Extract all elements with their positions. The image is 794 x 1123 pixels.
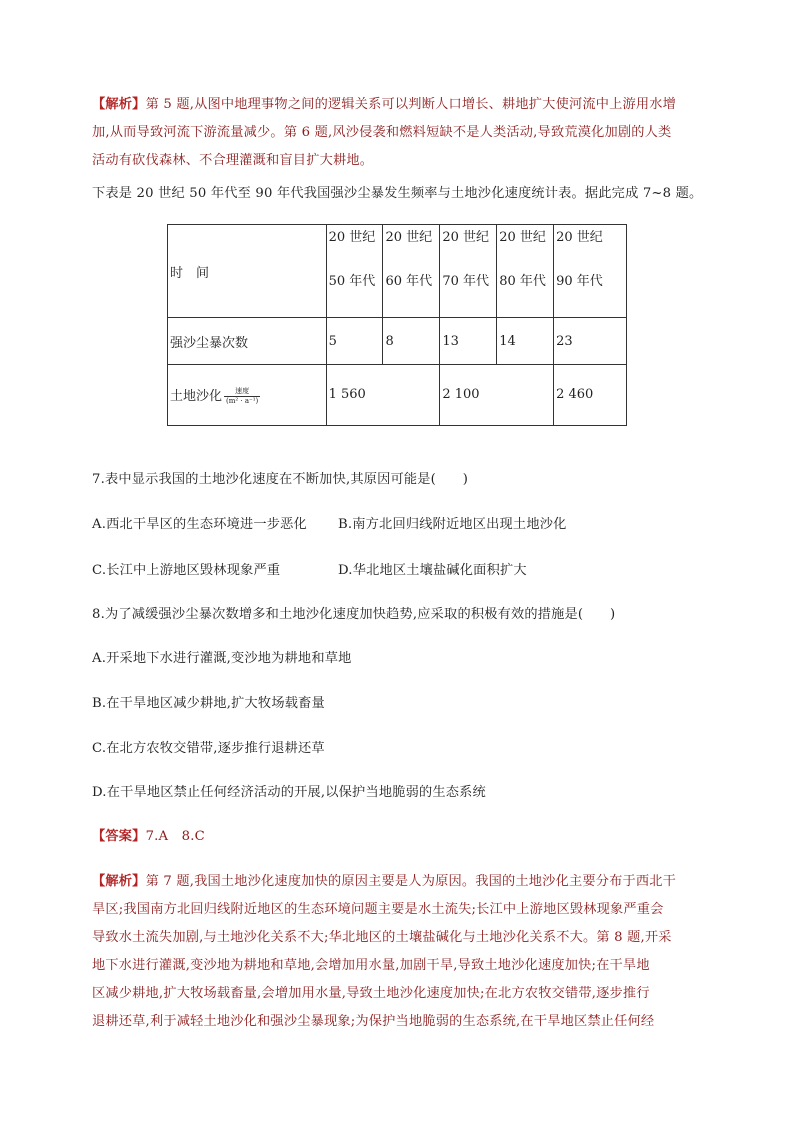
analysis-line: 第 7 题,我国土地沙化速度加快的原因主要是人为原因。我国的土地沙化主要分布于西北干 [145,874,677,889]
q7-option-b: B.南方北回归线附近地区出现土地沙化 [338,517,567,532]
q8-option-b: B.在干旱地区减少耕地,扩大牧场载畜量 [92,696,325,711]
era-cell: 20 世纪 60 年代 [383,225,440,318]
statistics-table [167,224,627,426]
era-cell: 20 世纪 50 年代 [326,225,383,318]
unit-fraction: $\frac{\text{速度}}{\text{(m² · a⁻¹)}}$ [226,386,259,405]
table-header-row [168,225,627,318]
q7-option-a: A.西北干旱区的生态环境进一步恶化 [92,517,307,532]
answer-block [92,823,712,851]
analysis-line: 第 5 题,从图中地理事物之间的逻辑关系可以判断人口增长、耕地扩大使河流中上游用水增 [145,97,677,112]
analysis-5-6 [92,91,712,175]
analysis-line: 区减少耕地,扩大牧场载畜量,会增加用水量,导致土地沙化速度加快;在北方农牧交错带,逐步推行 [92,986,650,1001]
era-cell: 20 世纪 70 年代 [440,225,497,318]
analysis-line: 导致水土流失加剧,与土地沙化关系不大;华北地区的土壤盐碱化与土地沙化关系不大。第 8 题,开采 [92,930,672,945]
storm-count-cell: 8 [383,318,440,365]
table-row-storm [168,318,627,365]
q8-option-c: C.在北方农牧交错带,逐步推行退耕还草 [92,741,325,756]
analysis-tag: 【解析】 [92,97,146,112]
q8-option-a: A.开采地下水进行灌溉,变沙地为耕地和草地 [92,651,352,666]
storm-count-cell: 5 [326,318,383,365]
answer-tag: 【答案】 [92,829,146,844]
table-intro: 下表是 20 世纪 50 年代至 90 年代我国强沙尘暴发生频率与土地沙化速度统计表。据此完成 7~8 题。 [92,186,703,201]
q7-option-d: D.华北地区土壤盐碱化面积扩大 [338,563,527,578]
desert-value-cell: 1 560 [326,365,440,426]
q8-option-d: D.在干旱地区禁止任何经济活动的开展,以保护当地脆弱的生态系统 [92,785,486,800]
storm-label-cell: 强沙尘暴次数 [168,318,327,365]
desert-value-cell: 2 100 [440,365,554,426]
table-row-desertification [168,365,627,426]
analysis-line: 旱区;我国南方北回归线附近地区的生态环境问题主要是水土流失;长江中上游地区毁林现象严重会 [92,902,664,917]
desert-value-cell: 2 460 [554,365,627,426]
q7-option-c: C.长江中上游地区毁林现象严重 [92,563,281,578]
header-label-cell: 时 间 [168,225,327,318]
answer-text: 7.A 8.C [145,829,205,844]
analysis-line: 退耕还草,利于减轻土地沙化和强沙尘暴现象;为保护当地脆弱的生态系统,在干旱地区禁止任何经 [92,1014,655,1029]
analysis-tag: 【解析】 [92,874,146,889]
question-7: 7.表中显示我国的土地沙化速度在不断加快,其原因可能是( ) [92,472,469,487]
storm-count-cell: 13 [440,318,497,365]
era-cell: 20 世纪 90 年代 [554,225,627,318]
analysis-line: 活动有砍伐森林、不合理灌溉和盲目扩大耕地。 [92,153,374,168]
analysis-line: 加,从而导致河流下游流量减少。第 6 题,风沙侵袭和燃料短缺不是人类活动,导致荒漠化加剧的人类 [92,125,672,140]
desert-label-cell: 土地沙化 $\frac{\text{速度}}{\text{(m² · a⁻¹)}}$ [168,365,327,426]
storm-count-cell: 23 [554,318,627,365]
era-cell: 20 世纪 80 年代 [497,225,554,318]
storm-count-cell: 14 [497,318,554,365]
analysis-line: 地下水进行灌溉,变沙地为耕地和草地,会增加用水量,加剧干旱,导致土地沙化速度加快;在干旱地 [92,958,650,973]
question-8: 8.为了减缓强沙尘暴次数增多和土地沙化速度加快趋势,应采取的积极有效的措施是( ) [92,607,616,622]
analysis-7-8 [92,868,712,1036]
